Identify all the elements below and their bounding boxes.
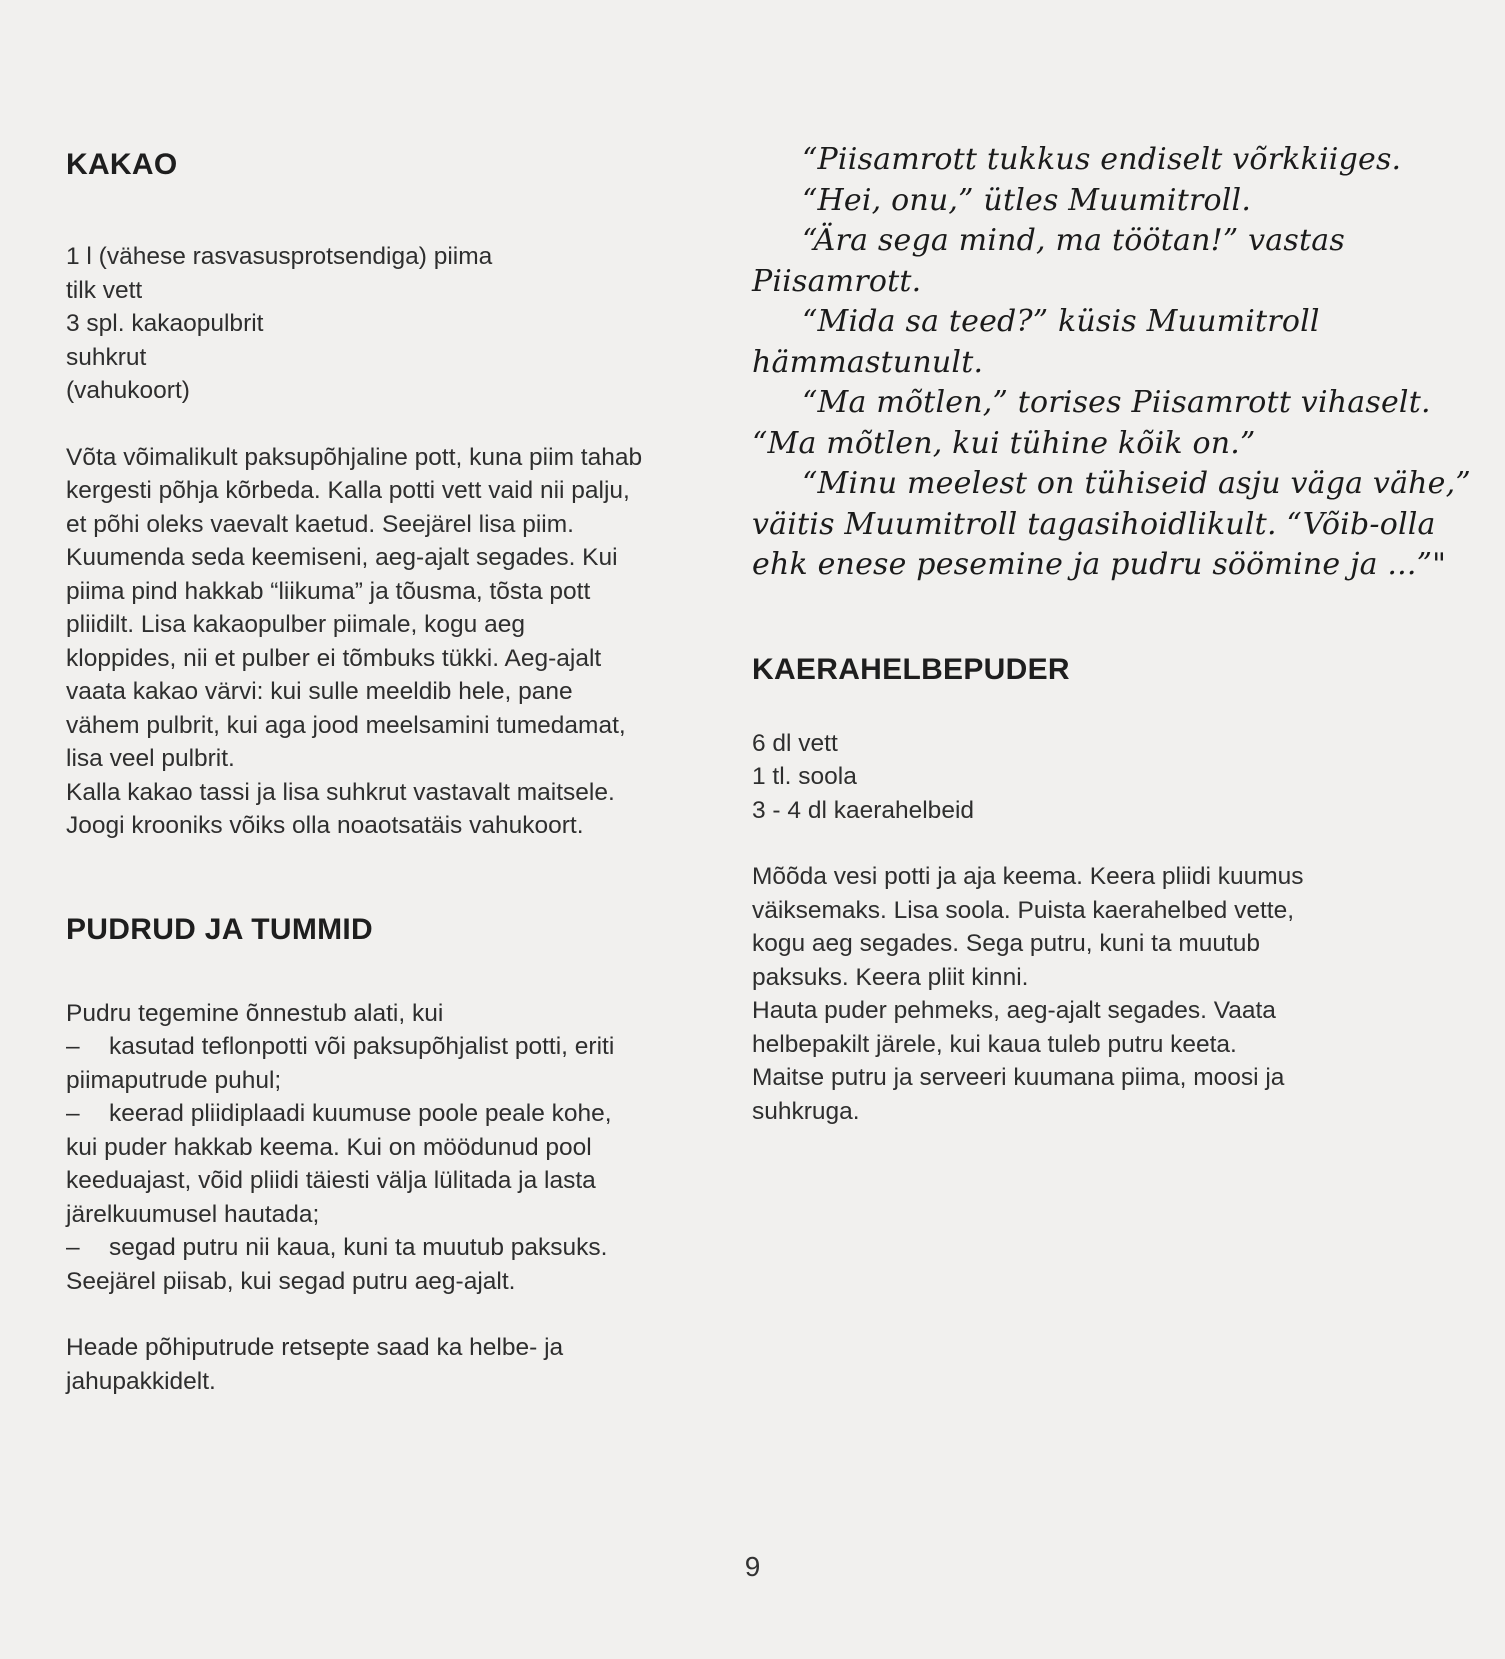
instruction-line: Võta võimalikult paksupõhjaline pott, kuna piim tahab [66,443,643,471]
ingredient-line: 1 tl. soola [752,763,857,790]
list-item [66,1097,746,1131]
instruction-line: paksuks. Keera pliit kinni. [752,963,1029,991]
pudrud-title: PUDRUD JA TUMMID [66,912,374,946]
list-item-text: kasutad teflonpotti või paksupõhjalist potti, eriti [109,1033,615,1060]
right-column [752,140,1471,1128]
instruction-line: Kuumenda seda keemiseni, aeg-ajalt segades. Kui [66,544,618,571]
list-item-continuation: keeduajast, võid pliidi täiesti välja lülitada ja lasta [66,1167,596,1194]
list-item-continuation: kui puder hakkab keema. Kui on möödunud pool [66,1133,592,1161]
story-line: Piisamrott. [752,263,922,299]
story-line: “Ma mõtlen,” torises Piisamrott vihaselt. [802,385,1431,420]
instruction-line: kergesti põhja kõrbeda. Kalla potti vett vaid nii palju, [66,477,630,504]
ingredient-line: suhkrut [66,343,147,371]
dash-bullet: – [66,1100,80,1127]
story-line: väitis Muumitroll tagasihoidlikult. “Võib-olla [752,506,1436,542]
instruction-line: Joogi krooniks võiks olla noaotsatäis vahukoort. [66,812,584,839]
instruction-line: lisa veel pulbrit. [66,745,235,772]
pudrud-intro: Pudru tegemine õnnestub alati, kui [66,999,444,1027]
instruction-line: kogu aeg segades. Sega putru, kuni ta muutub [752,930,1261,957]
list-item-continuation: järelkuumusel hautada; [66,1200,320,1228]
list-item [66,1231,746,1265]
ingredient-line: 3 - 4 dl kaerahelbeid [752,796,975,824]
instruction-line: väiksemaks. Lisa soola. Puista kaerahelbed vette, [752,896,1295,924]
story-line: “Hei, onu,” ütles Muumitroll. [802,182,1252,218]
list-item-text: segad putru nii kaua, kuni ta muutub paksuks. [109,1234,608,1261]
kaerahelbepuder-ingredients [752,727,1392,828]
story-line: “Ma mõtlen, kui tühine kõik on.” [752,425,1256,461]
instruction-line: helbepakilt järele, kui kaua tuleb putru keeta. [752,1030,1237,1058]
ingredient-line: (vahukoort) [66,377,190,404]
ingredient-line: 3 spl. kakaopulbrit [66,310,264,337]
instruction-line: Maitse putru ja serveeri kuumana piima, moosi ja [752,1064,1285,1091]
instruction-line: suhkruga. [752,1097,860,1125]
kaerahelbepuder-instructions [752,860,1392,1128]
story-quote [752,140,1471,586]
list-item-text: keerad pliidiplaadi kuumuse poole peale kohe, [109,1100,612,1127]
pudrud-outro-line: Heade põhiputrude retsepte saad ka helbe- ja [66,1334,564,1361]
page-number: 9 [744,1551,761,1582]
instruction-line: kloppides, nii et pulber ei tõmbuks tükki. Aeg-ajalt [66,644,602,672]
kaerahelbepuder-title: KAERAHELBEPUDER [752,652,1070,686]
pudrud-body [66,997,746,1399]
kakao-title: KAKAO [66,148,178,181]
story-line: “Piisamrott tukkus endiselt võrkkiiges. [802,142,1402,177]
story-line: “Mida sa teed?” küsis Muumitroll [802,304,1320,339]
instruction-line: pliidilt. Lisa kakaopulber piimale, kogu aeg [66,611,525,638]
list-item-continuation: piimaputrude puhul; [66,1066,282,1094]
instruction-line: Kalla kakao tassi ja lisa suhkrut vastavalt maitsele. [66,778,615,806]
story-line: ehk enese pesemine ja pudru söömine ja ...”" [752,547,1447,582]
instruction-line: piima pind hakkab “liikuma” ja tõusma, tõsta pott [66,577,591,605]
instruction-line: Hauta puder pehmeks, aeg-ajalt segades. Vaata [752,997,1276,1024]
left-column [66,148,746,1398]
ingredient-line: 6 dl vett [752,729,838,757]
dash-bullet: – [66,1234,80,1261]
instruction-line: vaata kakao värvi: kui sulle meeldib hele, pane [66,678,573,705]
list-item-continuation: Seejärel piisab, kui segad putru aeg-ajalt. [66,1267,516,1295]
kakao-ingredients [66,240,746,408]
pudrud-outro-line: jahupakkidelt. [66,1367,216,1395]
dash-bullet: – [66,1033,80,1060]
story-line: “Ära sega mind, ma töötan!” vastas [802,223,1345,258]
instruction-line: Mõõda vesi potti ja aja keema. Keera pliidi kuumus [752,863,1304,890]
ingredient-line: tilk vett [66,276,143,304]
instruction-line: et põhi oleks vaevalt kaetud. Seejärel lisa piim. [66,510,574,538]
story-line: hämmastunult. [752,344,984,380]
instruction-line: vähem pulbrit, kui aga jood meelsamini tumedamat, [66,711,626,739]
story-line: “Minu meelest on tühiseid asju väga vähe,” [802,466,1471,501]
kakao-instructions [66,441,746,843]
ingredient-line: 1 l (vähese rasvasusprotsendiga) piima [66,243,493,270]
list-item [66,1030,746,1064]
